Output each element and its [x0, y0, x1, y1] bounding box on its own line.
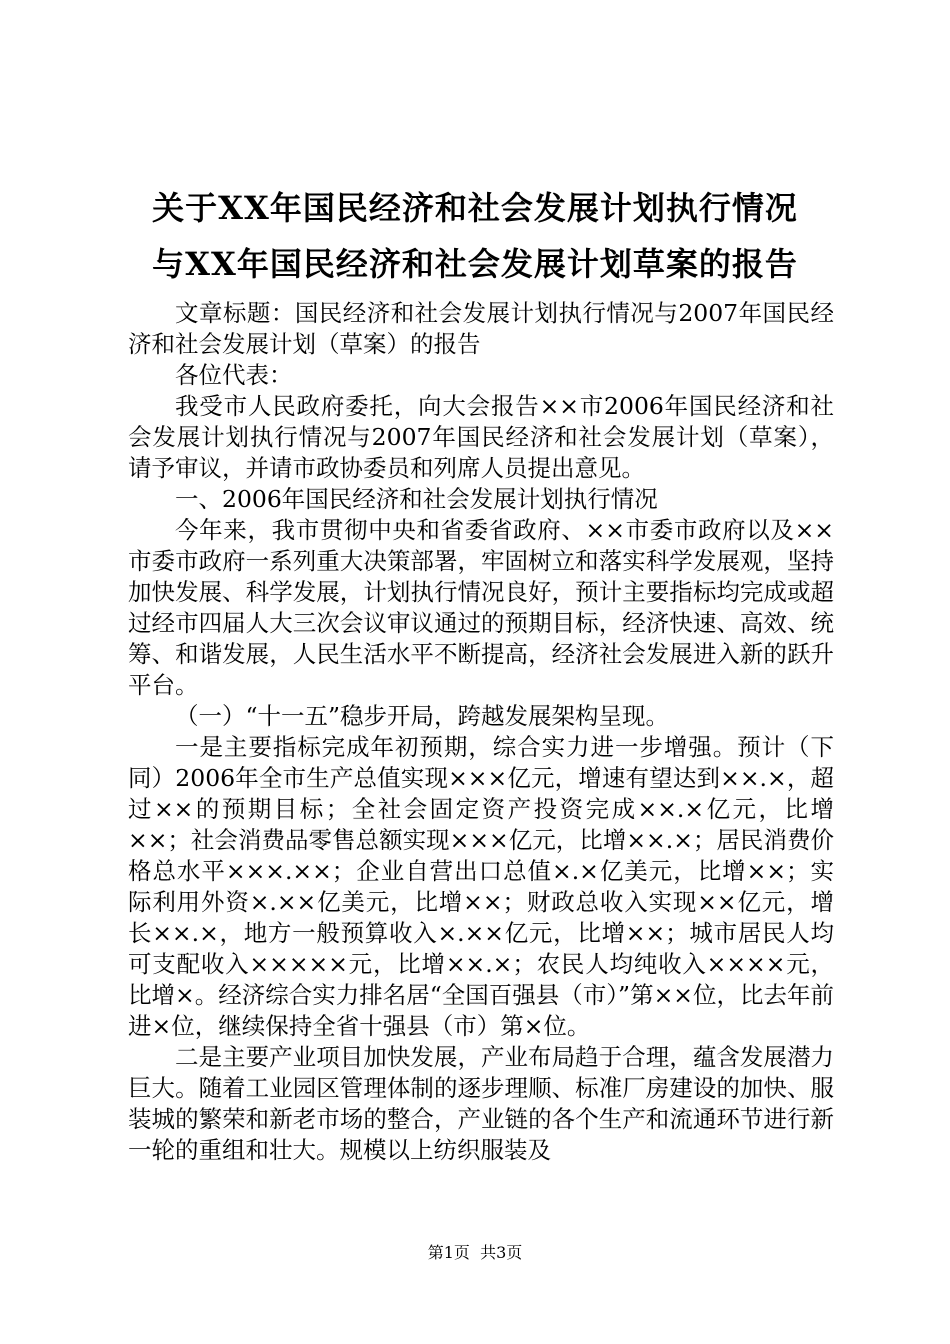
body-paragraph: 一是主要指标完成年初预期，综合实力进一步增强。预计（下同）2006年全市生产总值实现×××亿元，增速有望达到××.×，超过××的预期目标；全社会固定资产投资完成××.×亿元，比增××；社会消费品零售总额实现×××亿元，比增××.×；居民消费价格总水平×××.××；企业自营出口总值×.×亿美元，比增××；实际利用外资×.××亿美元，比增××；财政总收入实现××亿元，增长××.×，地方一般预算收入×.××亿元，比增××；城市居民人均可支配收入×××××元，比增××.×；农民人均纯收入××××元，比增×。经济综合实力排名居“全国百强县（市）”第××位，比去年前进×位，继续保持全省十强县（市）第×位。 [128, 733, 834, 1040]
page-number-footer: 第1页 共3页 [427, 1243, 523, 1262]
document-title-line-2: 与XX年国民经济和社会发展计划草案的报告 [152, 245, 798, 283]
section-heading-1: 一、2006年国民经济和社会发展计划执行情况 [175, 485, 658, 513]
document-title-line-1: 关于XX年国民经济和社会发展计划执行情况 [152, 189, 798, 227]
article-title-paragraph: 文章标题：国民经济和社会发展计划执行情况与2007年国民经济和社会发展计划（草案）的报告 [128, 299, 834, 358]
body-paragraph: 二是主要产业项目加快发展，产业布局趋于合理，蕴含发展潜力巨大。随着工业园区管理体制的逐步理顺、标准厂房建设的加快、服装城的繁荣和新老市场的整合，产业链的各个生产和流通环节进行新一轮的重组和壮大。规模以上纺织服装及 [128, 1043, 834, 1164]
subsection-heading-1: （一）“十一五”稳步开局，跨越发展架构呈现。 [175, 702, 670, 730]
salutation-paragraph: 各位代表： [175, 361, 293, 389]
document-body [128, 298, 834, 1166]
intro-paragraph: 我受市人民政府委托，向大会报告××市2006年国民经济和社会发展计划执行情况与2007年国民经济和社会发展计划（草案），请予审议，并请市政协委员和列席人员提出意见。 [128, 392, 834, 482]
body-paragraph: 今年来，我市贯彻中央和省委省政府、××市委市政府以及××市委市政府一系列重大决策部署，牢固树立和落实科学发展观，坚持加快发展、科学发展，计划执行情况良好，预计主要指标均完成或超过经市四届人大三次会议审议通过的预期目标，经济快速、高效、统筹、和谐发展，人民生活水平不断提高，经济社会发展进入新的跃升平台。 [128, 516, 834, 699]
